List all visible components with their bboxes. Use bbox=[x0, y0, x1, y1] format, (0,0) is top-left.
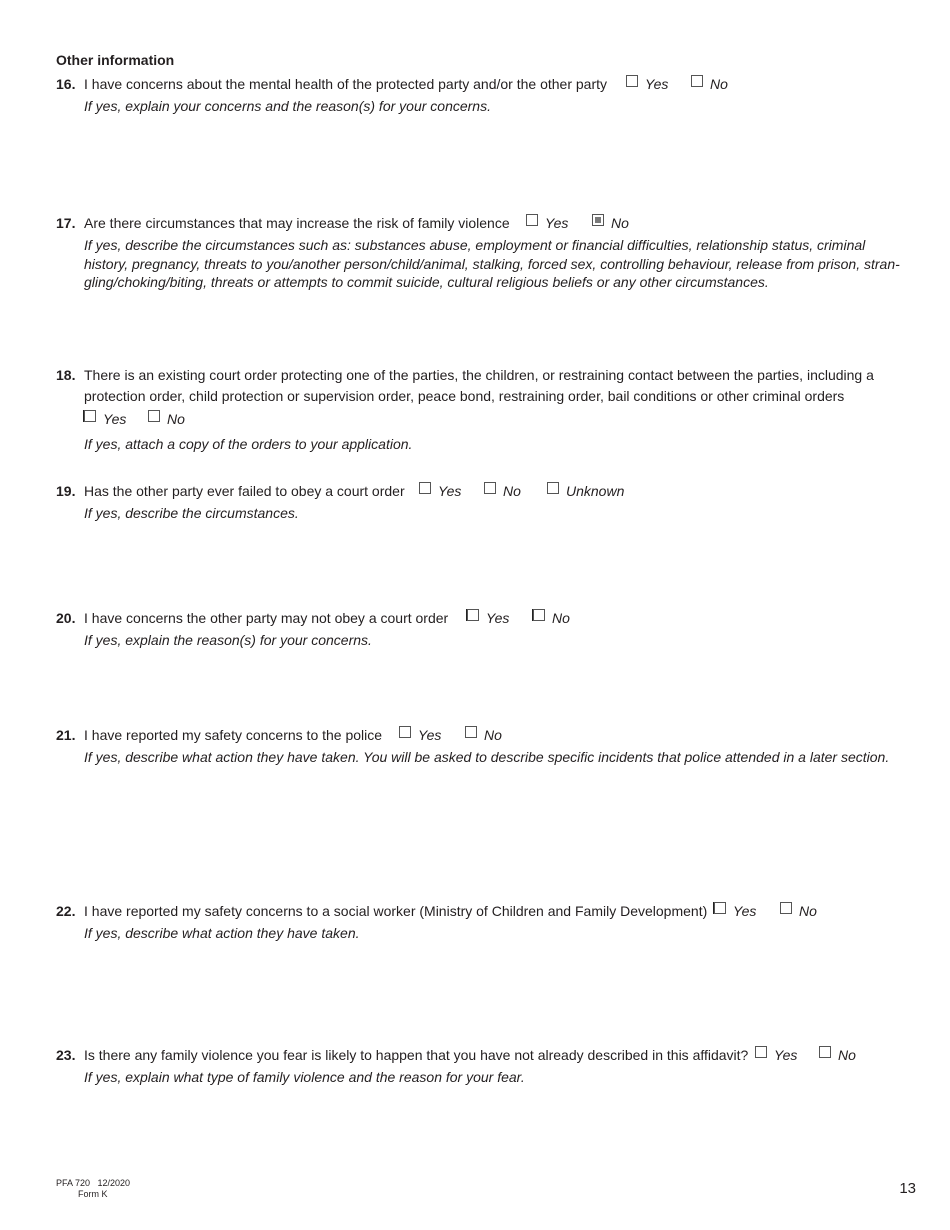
question-number: 16. bbox=[56, 76, 76, 92]
yes-label: Yes bbox=[438, 483, 462, 499]
no-checkbox[interactable] bbox=[465, 726, 477, 738]
form-footer bbox=[56, 1178, 130, 1200]
question-text: Has the other party ever failed to obey a court order bbox=[84, 483, 405, 499]
question-number: 20. bbox=[56, 610, 76, 626]
unknown-checkbox[interactable] bbox=[547, 482, 559, 494]
yes-checkbox[interactable] bbox=[526, 214, 538, 226]
question-instructions-line-3: gling/choking/biting, threats or attempts to commit suicide, cultural religious beliefs or any other circumstances. bbox=[84, 274, 769, 290]
no-checkbox[interactable] bbox=[148, 410, 160, 422]
yes-label: Yes bbox=[733, 903, 757, 919]
yes-label: Yes bbox=[486, 610, 510, 626]
unknown-label: Unknown bbox=[566, 483, 625, 499]
question-instructions: If yes, describe the circumstances. bbox=[84, 505, 299, 521]
question-number: 18. bbox=[56, 367, 76, 383]
no-checkbox-option[interactable] bbox=[484, 482, 521, 500]
no-label: No bbox=[167, 411, 185, 427]
no-checkbox[interactable] bbox=[592, 214, 604, 226]
yes-label: Yes bbox=[545, 215, 569, 231]
yes-label: Yes bbox=[645, 76, 669, 92]
no-checkbox[interactable] bbox=[484, 482, 496, 494]
question-instructions: If yes, explain the reason(s) for your concerns. bbox=[84, 632, 372, 648]
question-text-line-2: protection order, child protection or supervision order, peace bond, restraining order, bail conditions or other criminal orders bbox=[84, 388, 845, 404]
no-checkbox[interactable] bbox=[533, 609, 545, 621]
question-instructions: If yes, describe what action they have taken. bbox=[84, 925, 360, 941]
question-instructions: If yes, explain your concerns and the reason(s) for your concerns. bbox=[84, 98, 491, 114]
yes-checkbox-option[interactable] bbox=[626, 75, 668, 93]
question-instructions: If yes, describe what action they have taken. You will be asked to describe specific incidents that police attended in a later section. bbox=[84, 749, 890, 765]
no-checkbox-option[interactable] bbox=[780, 902, 817, 920]
section-title: Other information bbox=[56, 52, 175, 68]
yes-checkbox[interactable] bbox=[419, 482, 431, 494]
yes-checkbox[interactable] bbox=[626, 75, 638, 87]
question-number: 19. bbox=[56, 483, 76, 499]
yes-checkbox[interactable] bbox=[399, 726, 411, 738]
no-label: No bbox=[503, 483, 521, 499]
question-number: 17. bbox=[56, 215, 76, 231]
question-instructions-line-1: If yes, describe the circumstances such as: substances abuse, employment or financial difficulties, relationship status, criminal bbox=[84, 237, 866, 253]
yes-label: Yes bbox=[418, 727, 442, 743]
no-checkbox[interactable] bbox=[691, 75, 703, 87]
no-checkbox-option[interactable] bbox=[148, 410, 185, 428]
no-label: No bbox=[710, 76, 728, 92]
no-label: No bbox=[552, 610, 570, 626]
yes-checkbox-option[interactable] bbox=[714, 902, 756, 920]
unknown-checkbox-option[interactable] bbox=[547, 482, 624, 500]
no-checkbox-option[interactable] bbox=[465, 726, 502, 744]
question-instructions: If yes, explain what type of family violence and the reason for your fear. bbox=[84, 1069, 525, 1085]
no-checkbox-option[interactable] bbox=[819, 1046, 856, 1064]
question-text: I have reported my safety concerns to the police bbox=[84, 727, 383, 743]
yes-label: Yes bbox=[774, 1047, 798, 1063]
question-number: 23. bbox=[56, 1047, 76, 1063]
yes-checkbox[interactable] bbox=[467, 609, 479, 621]
yes-checkbox[interactable] bbox=[714, 902, 726, 914]
no-checkbox[interactable] bbox=[819, 1046, 831, 1058]
no-label: No bbox=[799, 903, 817, 919]
question-text: I have concerns about the mental health of the protected party and/or the other party bbox=[84, 76, 607, 92]
no-checkbox-option[interactable] bbox=[691, 75, 728, 93]
question-text-line-1: There is an existing court order protecting one of the parties, the children, or restraining contact between the parties, including a bbox=[84, 367, 874, 383]
question-text: I have reported my safety concerns to a social worker (Ministry of Children and Family Development) bbox=[84, 903, 708, 919]
yes-checkbox-option[interactable] bbox=[399, 726, 441, 744]
question-text: Is there any family violence you fear is likely to happen that you have not already described in this affidavit? bbox=[84, 1047, 749, 1063]
yes-checkbox-option[interactable] bbox=[755, 1046, 797, 1064]
no-label: No bbox=[484, 727, 502, 743]
yes-checkbox[interactable] bbox=[755, 1046, 767, 1058]
yes-checkbox[interactable] bbox=[84, 410, 96, 422]
question-text: Are there circumstances that may increase the risk of family violence bbox=[84, 215, 510, 231]
question-text: I have concerns the other party may not obey a court order bbox=[84, 610, 449, 626]
yes-label: Yes bbox=[103, 411, 127, 427]
question-instructions-line-2: history, pregnancy, threats to you/another person/child/animal, stalking, forced sex, controlling behaviour, release from prison, stran- bbox=[84, 256, 900, 272]
no-checkbox[interactable] bbox=[780, 902, 792, 914]
page-number: 13 bbox=[899, 1180, 916, 1197]
no-checkbox-option[interactable] bbox=[533, 609, 570, 627]
yes-checkbox-option[interactable] bbox=[467, 609, 509, 627]
yes-checkbox-option[interactable] bbox=[419, 482, 461, 500]
yes-checkbox-option[interactable] bbox=[84, 410, 126, 428]
form-name: Form K bbox=[78, 1189, 108, 1199]
question-instructions: If yes, attach a copy of the orders to your application. bbox=[84, 436, 413, 452]
yes-checkbox-option[interactable] bbox=[526, 214, 568, 232]
no-checkbox-option[interactable] bbox=[592, 214, 629, 232]
question-number: 22. bbox=[56, 903, 76, 919]
no-label: No bbox=[611, 215, 629, 231]
form-code: PFA 720 12/2020 bbox=[56, 1178, 131, 1188]
question-number: 21. bbox=[56, 727, 76, 743]
no-label: No bbox=[838, 1047, 856, 1063]
